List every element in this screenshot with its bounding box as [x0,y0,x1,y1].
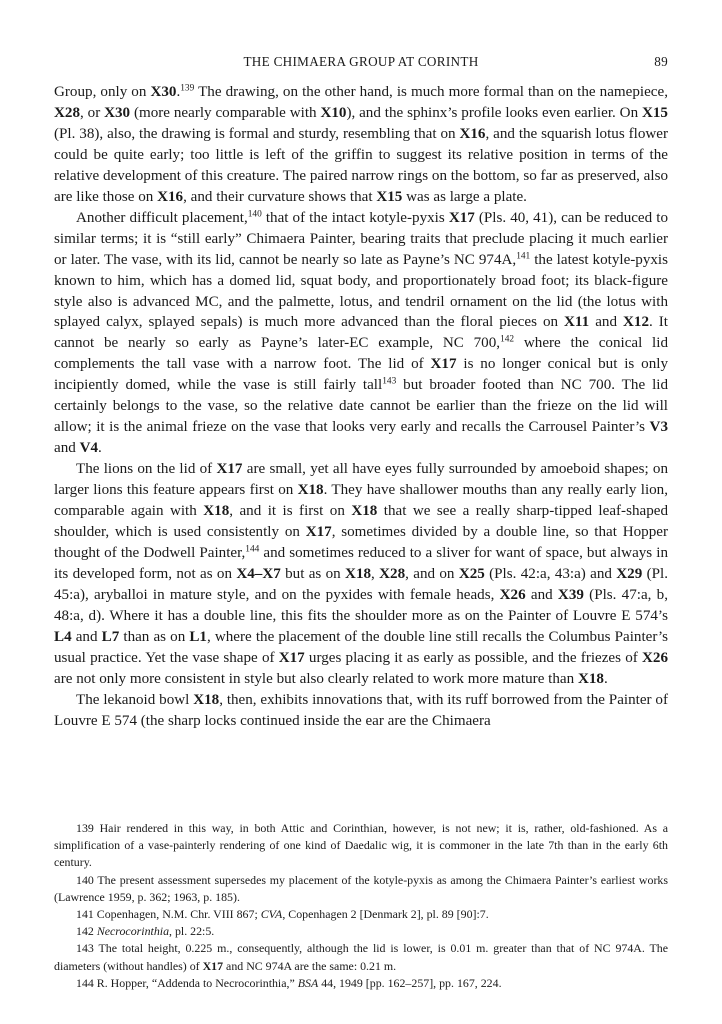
catalogue-number: X17 [448,209,475,226]
text-run: that we see a really sharp-tipped leaf-shaped shoulder, which is used consistently on [54,503,668,541]
text-run: are not only more consistent in style but also clearly related to work more mature than [54,670,578,687]
catalogue-number: X25 [458,565,485,582]
text-run: where the conical lid complements the tall vase with a narrow foot. The lid of [54,335,668,373]
footnote [54,906,668,923]
text-run: 140 The present assessment supersedes my placement of the kotyle-pyxis as among the Chimaera Painter’s earliest works (Lawrence 1959, p. 362; 1963, p. 185). [54,872,668,904]
paragraph [54,82,668,208]
text-run: urges placing it as early as possible, and the friezes of [304,649,642,666]
footnote-ref: 142 [500,335,515,346]
text-run: and [71,628,102,645]
catalogue-number: V3 [649,419,668,436]
text-run: are small, yet all have eyes fully surrounded by amoeboid shapes; on larger lions this feature appears first on [54,461,668,499]
text-run: , sometimes divided by a double line, so that Hopper thought of the Dodwell Painter, [54,524,668,561]
paragraph [54,459,668,689]
text-run: , pl. 22:5. [169,924,215,939]
text-run: The lekanoid bowl [76,691,194,708]
text-run: 144 R. Hopper, “Addenda to Necrocorinthia,” [76,975,298,990]
text-run: Group, only on [54,84,151,100]
catalogue-number: L4 [54,628,72,645]
text-run: and sometimes reduced to a sliver for want of space, but always in its developed form, not as on [54,544,668,582]
text-run: Another difficult placement, [76,209,248,226]
catalogue-number: X18 [345,565,372,582]
footnote-ref: 140 [247,209,262,220]
text-run: the latest kotyle-pyxis known to him, which has a domed lid, squat body, and proportionately broad foot; its black-figure style also is advanced MC, and the palmette, lotus, and tendril ornament on the lid (the lotus with splayed calyx, splayed sepals) is much more advanced than the floral pieces on [54,251,668,331]
italic-title: CVA [260,907,283,922]
text-run: , [371,565,380,582]
text-run: , and the squarish lotus flower could be quite early; too little is left of the griffin to suggest its relative position in terms of the relative development of this creature. The paired narrow rings on the bottom, so far as preserved, also are like those on [54,125,668,205]
page-number: 89 [654,54,668,69]
footnote [54,820,668,872]
text-run: (Pl. 45:a), aryballoi in mature style, and on the pyxides with female heads, [54,565,668,603]
footnote [54,940,668,974]
text-run: (more nearly comparable with [130,104,321,121]
footnotes [54,820,668,992]
text-run: ), and the sphinx’s profile looks even earlier. On [346,104,642,121]
text-run: , and their curvature shows that [183,188,377,205]
text-run: , or [80,104,105,121]
catalogue-number: X10 [320,104,347,121]
catalogue-number: X17 [430,356,457,373]
text-run: , then, exhibits innovations that, with its ruff borrowed from the Painter of Louvre E 574 (the sharp locks continued inside the ear are the Chimaera [54,691,668,729]
text-run: . [98,440,102,457]
text-run: , where the placement of the double line still recalls the Columbus Painter’s usual practice. Yet the vase shape of [54,628,669,666]
catalogue-number: X4–X7 [236,565,281,582]
text-run: and [589,314,623,331]
text-run: 141 Copenhagen, N.M. Chr. VIII 867; [76,907,261,922]
catalogue-number: X17 [202,958,224,973]
text-run: but as on [280,565,346,582]
text-run: 44, 1949 [pp. 162–257], pp. 167, 224. [318,975,502,990]
text-run: than as on [119,628,190,645]
catalogue-number: X26 [642,649,668,666]
catalogue-number: X15 [376,188,403,205]
catalogue-number: X18 [577,670,604,687]
text-run: 139 Hair rendered in this way, in both Attic and Corinthian, however, is not new; it is, rather, old-fashioned. As a simplification of a vase-painterly rendering of one kind of Daedalic wig, it is commoner in the late 7th than in the early 6th century. [54,821,668,870]
catalogue-number: X30 [150,84,177,100]
footnote-ref: 144 [245,544,260,555]
catalogue-number: X15 [641,104,668,121]
text-run: (Pls. 42:a, 43:a) and [484,565,617,582]
body-text [54,82,668,732]
catalogue-number: X17 [216,461,243,478]
catalogue-number: X26 [499,586,526,603]
catalogue-number: X30 [104,104,131,121]
italic-title: Necrocorinthia [96,924,170,939]
catalogue-number: X18 [193,691,220,708]
catalogue-number: X18 [351,503,378,520]
catalogue-number: L7 [101,628,120,645]
text-run: . It cannot be nearly so early as Payne’s later-EC example, NC 700, [54,314,668,352]
catalogue-number: X39 [557,586,584,603]
catalogue-number: X28 [54,104,80,121]
catalogue-number: X11 [564,314,590,331]
text-run: is no longer conical but is only incipiently domed, while the vase is still fairly tall [54,356,668,394]
text-run: , Copenhagen 2 [Denmark 2], pl. 89 [90]:7. [282,907,489,922]
catalogue-number: X18 [203,503,230,520]
text-run: that of the intact kotyle-pyxis [261,209,449,226]
text-run: (Pls. 47:a, b, 48:a, d). Where it has a double line, this fits the shoulder more as on the Painter of Louvre E 574’s [54,586,668,624]
footnote [54,975,668,992]
running-title: THE CHIMAERA GROUP AT CORINTH [243,54,479,69]
footnote [54,923,668,940]
catalogue-number: X12 [623,314,649,331]
text-run: The drawing, on the other hand, is much more formal than on the namepiece, [194,84,668,100]
text-run: but broader footed than NC 700. The lid certainly belongs to the vase, so the relative date cannot be earlier than the frieze on the lid will allow; it is the animal frieze on the vase that looks very early and recalls the Carrousel Painter’s [54,377,668,436]
catalogue-number: X18 [297,482,324,499]
catalogue-number: X29 [616,565,643,582]
text-run: and [525,586,558,603]
paragraph [54,208,668,459]
footnote [54,872,668,906]
paragraph [54,690,668,732]
text-run: 143 The total height, 0.225 m., consequently, although the lid is lower, is 0.01 m. greater than that of NC 974A. The diameters (without handles) of [54,941,668,973]
footnote-ref: 143 [382,376,397,387]
text-run: . They have shallower mouths than any really early lion, comparable again with [54,482,669,520]
text-run: was as large a plate. [402,188,527,205]
text-run: The lions on the lid of [76,461,217,478]
text-run: (Pls. 40, 41), can be reduced to similar terms; it is “still early” Chimaera Painter, bearing traits that preclude placing it much earlier or later. The vase, with its lid, cannot be nearly so late as Payne’s NC 974A, [54,209,668,268]
text-run: (Pl. 38), also, the drawing is formal and sturdy, resembling that on [54,125,460,142]
catalogue-number: L1 [189,628,207,645]
italic-title: BSA [297,975,319,990]
footnote-ref: 139 [180,83,195,94]
text-run: , and on [405,565,459,582]
footnote-ref: 141 [516,251,531,262]
text-run: 142 [76,924,97,939]
running-header [54,54,668,72]
catalogue-number: X17 [278,649,305,666]
catalogue-number: V4 [79,440,99,457]
catalogue-number: X28 [379,565,406,582]
catalogue-number: X16 [157,188,184,205]
text-run: and [54,440,80,457]
text-run: . [176,84,181,100]
text-run: , and it is first on [229,503,352,520]
text-run: . [603,670,608,687]
text-run: and NC 974A are the same: 0.21 m. [223,958,397,973]
catalogue-number: X17 [305,524,332,541]
catalogue-number: X16 [459,125,486,142]
